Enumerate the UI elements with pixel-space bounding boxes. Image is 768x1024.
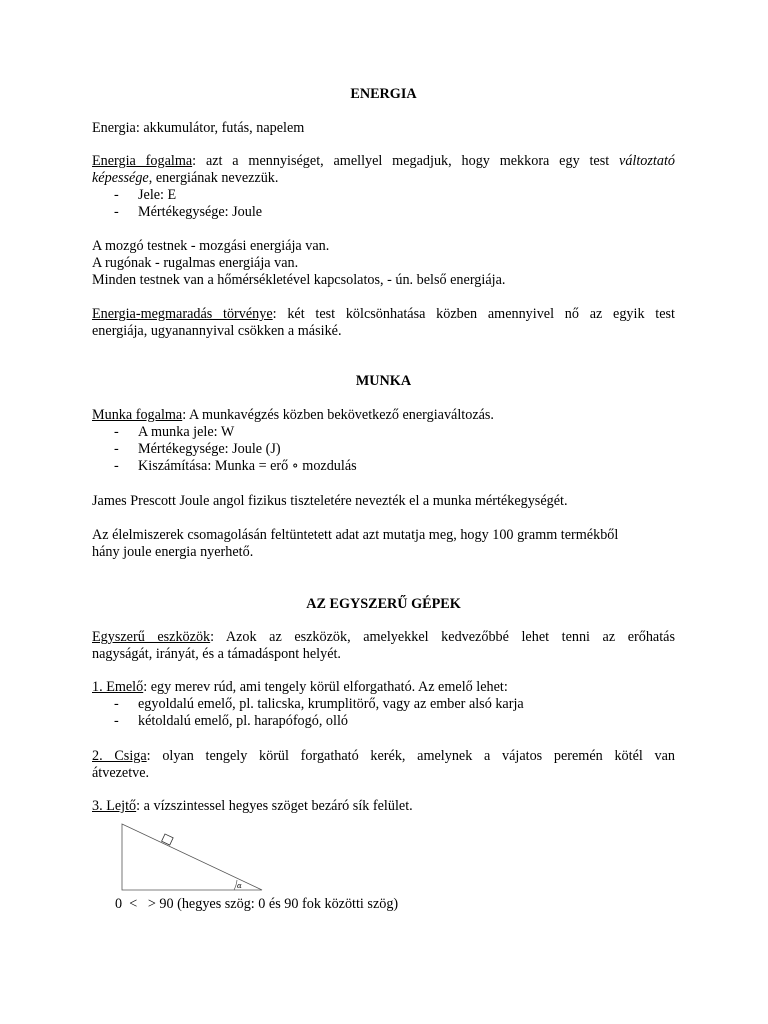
energia-intro: Energia: akkumulátor, futás, napelem: [92, 120, 305, 136]
energia-definition-line-2: [92, 170, 675, 187]
munka-definition-term: Munka fogalma: [92, 407, 183, 423]
energia-bullet-text: Mértékegysége: Joule: [138, 204, 263, 220]
csiga-term: 2. Csiga: [92, 748, 147, 764]
energia-definition-italic: változtató: [619, 153, 675, 169]
angle-alpha-label: α: [237, 882, 242, 890]
incline-diagram: [120, 822, 270, 892]
gepek-section-title-block: [92, 596, 675, 613]
munka-bullet-text: Mértékegysége: Joule (J): [138, 441, 281, 457]
energia-bullet: [92, 204, 675, 221]
bullet-dash: -: [114, 696, 119, 712]
gepek-definition-text: : Azok az eszközök, amelyekkel kedvezőbbé lehet tenni az erőhatás: [210, 629, 675, 645]
lejto-block: [92, 798, 675, 815]
energia-law-text: : két test kölcsönhatása közben amennyivel nő az egyik test: [272, 306, 675, 322]
emelo-term: 1. Emelő: [92, 679, 144, 695]
munka-bullet: [92, 441, 675, 458]
munka-bullet-text: Kiszámítása: Munka = erő ∘ mozdulás: [138, 458, 357, 474]
bullet-dash: -: [114, 187, 119, 203]
angle-caption-block: [115, 896, 698, 913]
munka-title: MUNKA: [355, 373, 412, 389]
munka-bullet-text: A munka jele: W: [138, 424, 235, 440]
emelo-bullet: [92, 713, 675, 730]
lejto-term: 3. Lejtő: [92, 798, 137, 814]
energia-type: Minden testnek van a hőmérsékletével kapcsolatos, - ún. belső energiája.: [92, 272, 506, 288]
munka-definition-text: : A munkavégzés közben bekövetkező energiaváltozás.: [182, 407, 494, 423]
bullet-dash: -: [114, 713, 119, 729]
energia-intro-block: [92, 120, 675, 137]
bullet-dash: -: [114, 458, 119, 474]
energia-definition-text: : azt a mennyiséget, amellyel megadjuk, hogy mekkora egy test: [192, 153, 610, 169]
bullet-dash: -: [114, 204, 119, 220]
munka-food-note: [92, 527, 675, 561]
energia-definition-line-1: [92, 153, 675, 170]
gepek-definition-term: Egyszerű eszközök: [92, 629, 211, 645]
emelo-bullet: [92, 696, 675, 713]
gepek-definition: [92, 629, 675, 663]
emelo-block: [92, 679, 675, 730]
energia-law-line-1: [92, 306, 675, 323]
energia-definition-text-2: , energiának nevezzük.: [148, 170, 279, 186]
energia-bullet-text: Jele: E: [138, 187, 177, 203]
munka-bullet: [92, 424, 675, 441]
energia-law-line-2: energiája, ugyanannyival csökken a másiké.: [92, 323, 342, 339]
csiga-block: [92, 748, 675, 782]
csiga-line-1: [92, 748, 675, 765]
energia-type: A mozgó testnek - mozgási energiája van.: [92, 238, 330, 254]
energia-section-title-block: [92, 86, 675, 103]
csiga-text: : olyan tengely körül forgatható kerék, amelynek a vájatos peremén kötél van: [146, 748, 675, 764]
munka-food-line-2: hány joule energia nyerhető.: [92, 544, 254, 560]
energia-title: ENERGIA: [350, 86, 417, 102]
lejto-text: : a vízszintessel hegyes szöget bezáró sík felület.: [136, 798, 413, 814]
angle-caption: 0 < > 90 (hegyes szög: 0 és 90 fok közötti szög): [115, 896, 399, 912]
bullet-dash: -: [114, 424, 119, 440]
gepek-definition-line-2: nagyságát, irányát, és a támadáspont helyét.: [92, 646, 341, 662]
csiga-line-2: átvezetve.: [92, 765, 150, 781]
lejto-line: [92, 798, 675, 815]
munka-definition: [92, 407, 675, 475]
energia-types: [92, 238, 675, 289]
energia-bullet: [92, 187, 675, 204]
emelo-line: [92, 679, 675, 696]
emelo-bullet-text: egyoldalú emelő, pl. talicska, krumplitörő, vagy az ember alsó karja: [138, 696, 524, 712]
bullet-dash: -: [114, 441, 119, 457]
munka-bullet: [92, 458, 675, 475]
gepek-definition-line-1: [92, 629, 675, 646]
energia-definition-term: Energia fogalma: [92, 153, 193, 169]
energia-definition: [92, 153, 675, 221]
energia-law-term: Energia-megmaradás törvénye: [92, 306, 273, 322]
energia-type: A rugónak - rugalmas energiája van.: [92, 255, 299, 271]
munka-joule-note: James Prescott Joule angol fizikus tiszteletére nevezték el a munka mértékegységét.: [92, 493, 568, 509]
energia-law: [92, 306, 675, 340]
munka-definition-line: [92, 407, 675, 424]
gepek-title: AZ EGYSZERŰ GÉPEK: [306, 596, 461, 612]
munka-joule-note-block: [92, 493, 675, 510]
emelo-text: : egy merev rúd, ami tengely körül elforgatható. Az emelő lehet:: [143, 679, 508, 695]
energia-definition-italic-2: képessége: [92, 170, 149, 186]
incline-triangle: [122, 824, 262, 890]
emelo-bullet-text: kétoldalú emelő, pl. harapófogó, olló: [138, 713, 348, 729]
munka-food-line-1: Az élelmiszerek csomagolásán feltüntetett adat azt mutatja meg, hogy 100 gramm termékből: [92, 527, 619, 543]
munka-section-title-block: [92, 373, 675, 390]
